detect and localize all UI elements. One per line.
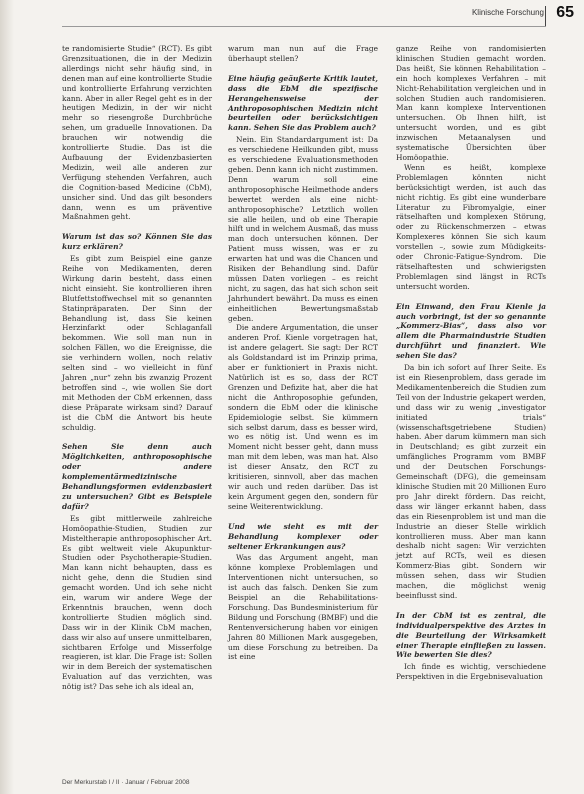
page-number: 65 — [556, 4, 574, 21]
column-3 — [396, 44, 546, 682]
body-paragraph: Wenn es heißt, komplexe Problemlagen könnten nicht berücksichtigt werden, ist auch das nicht richtig. Es gibt eine wunderbare Literatur zu Fibromyalgie, einer rätselhaften und komplexen Störung, oder zu Rückenschmerzen – etwas Komplexeres können Sie sich kaum vorstellen –, sowie zum Müdigkeits- oder Chronic-Fatigue-Syndrom. Die rätselhaftesten und schwierigsten Problemlagen sind längst in RCTs untersucht worden. — [396, 162, 546, 291]
body-paragraph: Ich finde es wichtig, verschiedene Perspektiven in die Ergebnisevaluation — [396, 662, 546, 682]
body-paragraph: Nein. Ein Standardargument ist: Da es verschiedene Heilkunden gibt, muss es verschiedene Evaluationsmethoden geben. Denn kann ich nicht zustimmen. Denn warum soll eine anthroposophische Heilmethode anders bewertet werden als eine nicht-anthroposophische? Letztlich wollen sie alle heilen, und ob eine Therapie hilft und in welchem Ausmaß, das muss man doch untersuchen können. Der Patient muss wissen, was er zu erwarten hat und was die Chancen und Risiken der Behandlung sind. Dafür müssen Daten vorliegen – es reicht nicht, zu sagen, das hat sich schon seit Jahrhundert bewährt. Da muss es einen einheitlichen Bewertungsmaßstab geben. — [228, 135, 378, 323]
interview-question: Ein Einwand, den Frau Kienle ja auch vorbringt, ist der so genannte „Kommerz-Bias“, dass also vor allem die Pharmaindustrie Studien durchführt und finanziert. Wie sehen Sie das? — [396, 301, 546, 361]
interview-question: Eine häufig geäußerte Kritik lautet, dass die EbM die spezifische Herangehensweise der Anthroposophischen Medizin nicht beurteilen oder berücksichtigen kann. Sehen Sie das Problem auch? — [228, 73, 378, 133]
column-1 — [62, 44, 212, 692]
column-2 — [228, 44, 378, 662]
body-paragraph: te randomisierte Studie“ (RCT). Es gibt Grenzsituationen, die in der Medizin allerdings nicht sehr häufig sind, in denen man auf eine kontrollierte Studie und kontrollierte Erfahrung verzichten kann. Aber in aller Regel geht es in der heutigen Medizin, in der wir nicht mehr so riesengroße Durchbrüche sehen, um graduelle Innovationen. Da brauchen wir notwendig die kontrollierte Studie. Das ist die Aufbauung der Evidenzbasierten Medizin, weil alle anderen zur Verfügung stehenden Verfahren, auch die Cognition-based Medicine (CbM), unsicher sind. Und das gilt besonders dann, wenn es um präventive Maßnahmen geht. — [62, 44, 212, 222]
interview-question: Warum ist das so? Können Sie das kurz erklären? — [62, 232, 212, 252]
body-paragraph: Es gibt mittlerweile zahlreiche Homöopathie-Studien, Studien zur Misteltherapie anthroposophischer Art. Es gibt weltweit viele Akupunktur-Studien oder Psychotherapie-Studien. Man kann nicht behaupten, dass es nicht gehe, denn die Studien sind gemacht worden. Und ich sehe nicht ein, warum wir andere Wege der Erkenntnis brauchen, wenn doch kontrollierte Studien möglich sind. Dass wir in der Klinik CbM machen, dass wir also auf unsere unmittelbaren, sichtbaren Erfolge und Misserfolge reagieren, ist klar. Die Frage ist: Sollen wir in dem Bereich der systematischen Evaluation auf das verzichten, was nötig ist? Das sehe ich als ideal an, — [62, 513, 212, 692]
body-paragraph: Da bin ich sofort auf Ihrer Seite. Es ist ein Riesenproblem, dass gerade im Medikamentenbereich die Studien zum Teil von der Industrie gekapert werden, und dass wir zu wenig „investigator initiated trials“ (wissenschaftsgetriebene Studien) haben. Aber darum kümmern man sich in Deutschland; es gibt zurzeit ein umfängliches Programm vom BMBF und der Deutschen Forschungs-Gemeinschaft (DFG), die gemeinsam klinische Studien mit 20 Millionen Euro pro Jahr direkt fördern. Das reicht, dass wir länger erkannt haben, dass das ein Riesenproblem ist und man die Industrie an dieser Stelle wirklich kontrollieren muss. Aber man kann deshalb nicht sagen: Wir verzichten jetzt auf RCTs, weil es diesen Kommerz-Bias gibt. Sondern wir müssen sehen, dass wir Studien machen, die möglichst wenig beeinflusst sind. — [396, 363, 546, 600]
interview-question: In der CbM ist es zentral, die individualperspektive des Arztes in die Beurteilung der Wirksamkeit einer Therapie einfließen zu lassen. Wie bewerten Sie dies? — [396, 610, 546, 660]
page-footer: Der Merkurstab I / II · Januar / Februar 2008 — [62, 779, 190, 786]
body-paragraph: warum man nun auf die Frage überhaupt stellen? — [228, 44, 378, 63]
body-paragraph: Die andere Argumentation, die unser anderen Prof. Kienle vorgetragen hat, ist andere gelagert. Sie sagt: Der RCT als Goldstandard ist im Prinzip prima, aber er funktioniert in Praxis nicht. Natürlich ist es so, dass der RCT Grenzen und Defizite hat, aber die hat nicht die Anthroposophie gefunden, sondern die EbM oder die klinische Epidemiologie selbst. Sie kümmern sich selbst darum, dass es besser wird, wo es nötig ist. Und wenn es im Moment nicht besser geht, dann muss man mit dem leben, was man hat. Also ist dieser Ansatz, den RCT zu kritisieren, sinnvoll, aber das machen wir auch und reden darüber. Das ist kein Argument gegen den, sondern für seine Weiterentwicklung. — [228, 323, 378, 511]
body-paragraph: Was das Argument angeht, man könne komplexe Problemlagen und Interventionen nicht untersuchen, so ist auch das falsch. Denken Sie zum Beispiel an die Rehabilitations-Forschung. Das Bundesministerium für Bildung und Forschung (BMBF) und die Rentenversicherung haben vor einigen Jahren 80 Millionen Mark ausgegeben, um diese Forschung zu betreiben. Da ist eine — [228, 553, 378, 662]
header-divider — [545, 6, 546, 26]
page-binding-shadow — [0, 0, 14, 794]
header-rule — [62, 26, 546, 27]
page-header — [0, 0, 584, 24]
section-title: Klinische Forschung — [471, 8, 544, 17]
body-paragraph: Es gibt zum Beispiel eine ganze Reihe von Medikamenten, deren Wirkung darin besteht, dass einen nicht einsieht. Sie kontrollieren ihren Blutfettstoffwechsel mit so genannten Statinpräparaten. Der Sinn der Behandlung ist, dass Sie keinen Herzinfarkt oder Schlaganfall bekommen. Wie soll man nun in solchen Fällen, wo die Ereignisse, die sie verhindern wollen, noch relativ selten sind – wo vielleicht in fünf Jahren „nur“ zehn bis zwanzig Prozent betroffen sind –, wie wollen Sie dort mit Methoden der CbM erkennen, dass diese Präparate wirksam sind? Darauf ist die CbM die Antwort bis heute schuldig. — [62, 254, 212, 432]
body-paragraph: ganze Reihe von randomisierten klinischen Studien gemacht worden. Das heißt, Sie können Rehabilitation – ein hoch komplexes Verfahren – mit Nicht-Rehabilitation vergleichen und in solchen Studien auch randomisieren. Man kann komplexe Interventionen untersuchen. Ob Ihnen hilft, ist untersucht worden, und es gibt inzwischen Metaanalysen und systematische Übersichten über Homöopathie. — [396, 44, 546, 162]
interview-question: Und wie sieht es mit der Behandlung komplexer oder seltener Erkrankungen aus? — [228, 521, 378, 551]
interview-question: Sehen Sie denn auch Möglichkeiten, anthroposophische oder andere komplementärmedizinische Behandlungsformen evidenzbasiert zu untersuchen? Gibt es Beispiele dafür? — [62, 442, 212, 511]
